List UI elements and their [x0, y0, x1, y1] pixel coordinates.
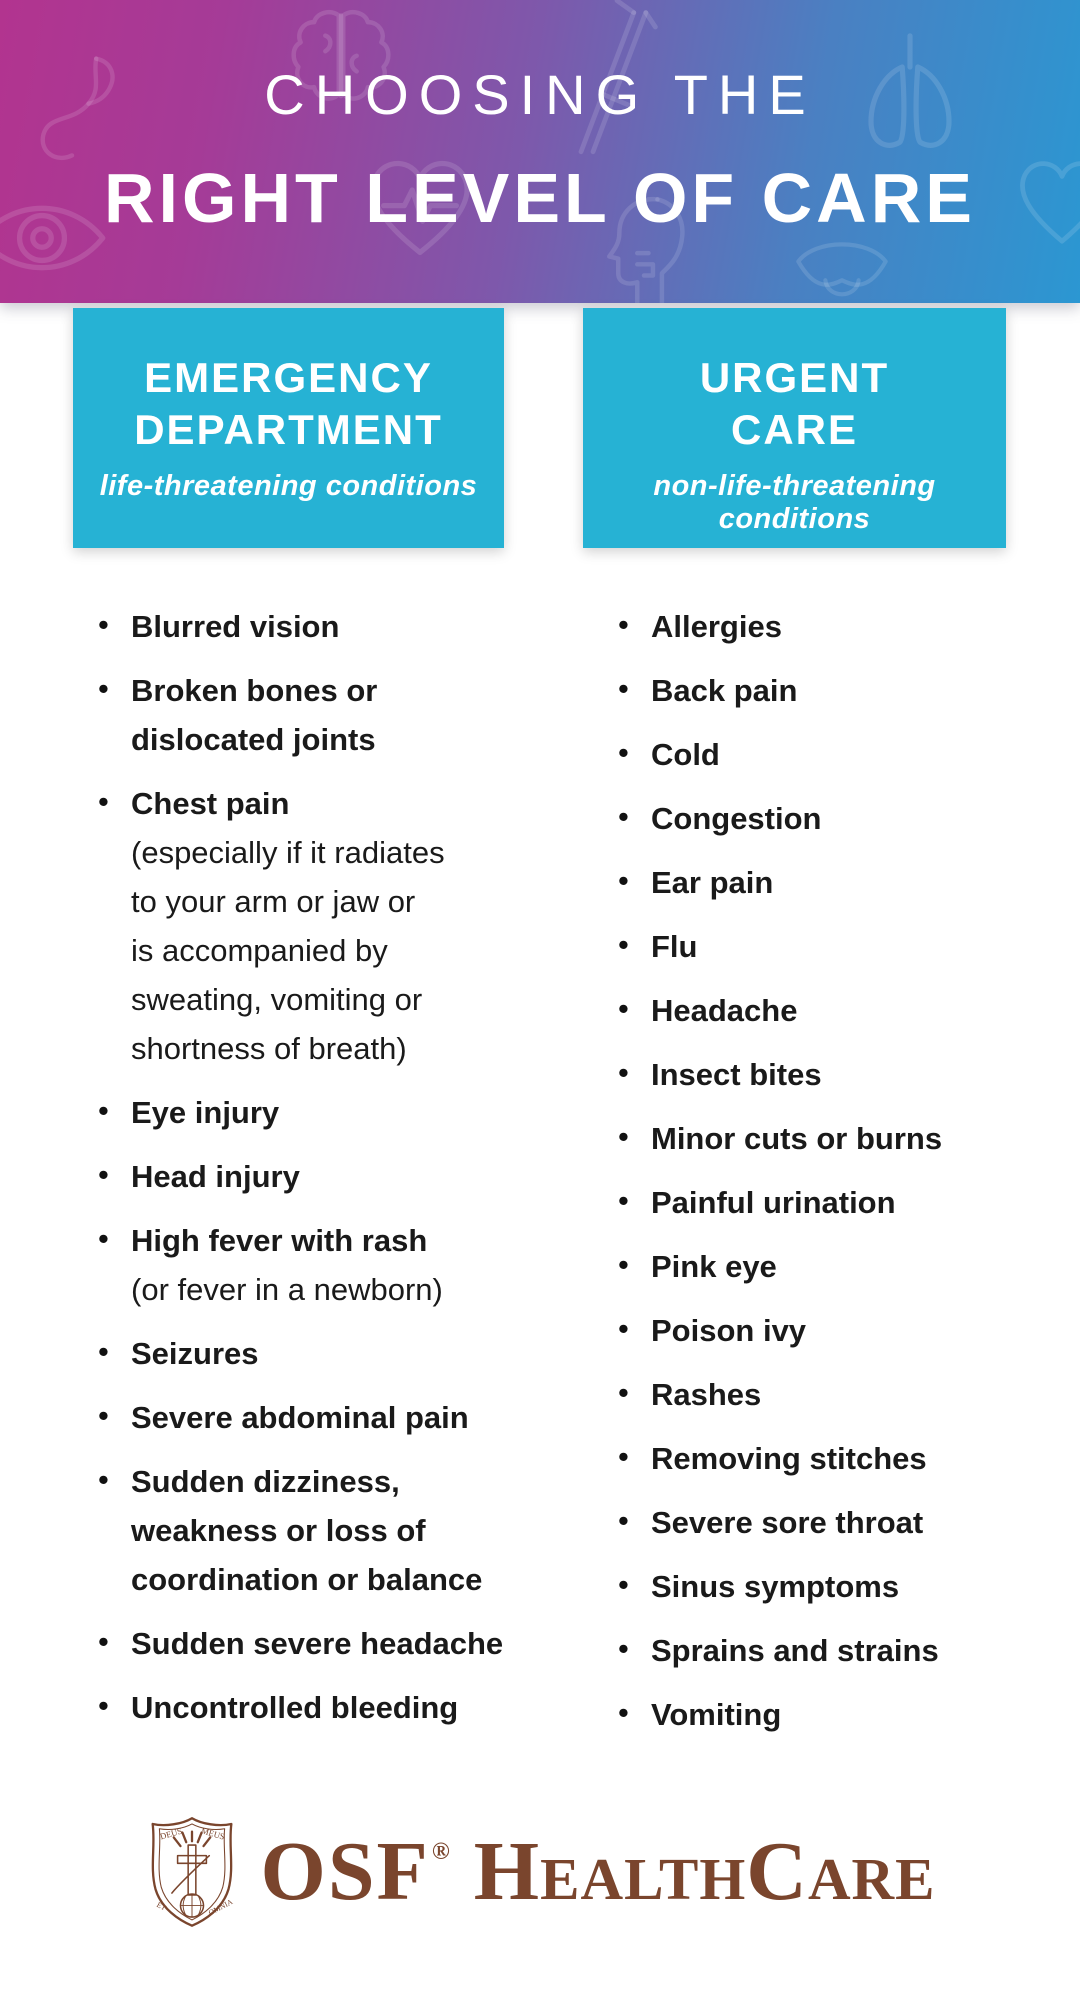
list-item	[618, 986, 1048, 1035]
bullet-dot: •	[98, 671, 109, 706]
urgent-box-subtitle: non-life-threatening conditions	[653, 470, 936, 535]
item-text: Severe abdominal pain	[131, 1400, 469, 1435]
list-item	[618, 730, 1048, 779]
list-item	[618, 1050, 1048, 1099]
bullet-dot: •	[618, 799, 629, 834]
item-text: Removing stitches	[651, 1441, 927, 1476]
bullet-dot: •	[618, 1247, 629, 1282]
item-text: Minor cuts or burns	[651, 1121, 943, 1156]
bullet-dot: •	[618, 1695, 629, 1730]
bullet-dot: •	[618, 1119, 629, 1154]
bullet-dot: •	[618, 1375, 629, 1410]
list-item	[618, 602, 1048, 651]
item-note: (especially if it radiates to your arm or jaw or is accompanied by sweating, vomiting or shortness of breath)	[131, 835, 445, 1066]
bullet-dot: •	[618, 863, 629, 898]
urgent-title-line2: CARE	[730, 406, 858, 453]
page-title-line1: CHOOSING THE	[264, 63, 816, 126]
bullet-dot: •	[618, 1631, 629, 1666]
item-text: Broken bones or dislocated joints	[131, 673, 378, 757]
bullet-dot: •	[618, 1567, 629, 1602]
item-text: Seizures	[131, 1336, 259, 1371]
item-text: Back pain	[651, 673, 798, 708]
list-item	[618, 858, 1048, 907]
list-item	[98, 666, 538, 764]
list-item	[618, 1306, 1048, 1355]
list-item	[98, 1088, 538, 1137]
list-item	[98, 1457, 538, 1604]
urgent-box-title	[583, 352, 1006, 456]
registered-trademark-symbol: ®	[431, 1838, 450, 1865]
bullet-dot: •	[618, 1503, 629, 1538]
item-text: Sudden dizziness, weakness or loss of coordination or balance	[131, 1464, 483, 1597]
list-item	[618, 666, 1048, 715]
item-text: Eye injury	[131, 1095, 280, 1130]
list-item	[98, 1152, 538, 1201]
list-item	[98, 602, 538, 651]
item-text: Congestion	[651, 801, 822, 836]
item-text: Headache	[651, 993, 798, 1028]
osf-crest-logo	[144, 1812, 240, 1930]
bullet-dot: •	[98, 1157, 109, 1192]
bullet-dot: •	[98, 1221, 109, 1256]
item-text: Severe sore throat	[651, 1505, 924, 1540]
crest-motto-et: ET	[155, 1900, 169, 1913]
list-item	[618, 1242, 1048, 1291]
bullet-dot: •	[98, 784, 109, 819]
osf-healthcare-wordmark	[260, 1823, 935, 1920]
crest-motto-deus: DEUS	[159, 1825, 184, 1842]
crest-motto-meus: MEUS	[200, 1825, 227, 1842]
emergency-title-line2: DEPARTMENT	[134, 406, 443, 453]
item-text: Blurred vision	[131, 609, 340, 644]
bullet-dot: •	[618, 1439, 629, 1474]
bullet-dot: •	[618, 1055, 629, 1090]
bullet-dot: •	[618, 671, 629, 706]
bullet-dot: •	[618, 1311, 629, 1346]
item-text: Vomiting	[651, 1697, 782, 1732]
list-item	[618, 1434, 1048, 1483]
list-item	[618, 794, 1048, 843]
list-item	[618, 1498, 1048, 1547]
bullet-dot: •	[98, 1462, 109, 1497]
urgent-title-line1: URGENT	[699, 354, 890, 401]
item-note: (or fever in a newborn)	[131, 1272, 443, 1307]
item-text: Uncontrolled bleeding	[131, 1690, 459, 1725]
emergency-symptom-list	[98, 602, 538, 1747]
list-item	[618, 1178, 1048, 1227]
item-text: Head injury	[131, 1159, 300, 1194]
page-title-line2: RIGHT LEVEL OF CARE	[104, 159, 976, 237]
item-text: Poison ivy	[651, 1313, 807, 1348]
bullet-dot: •	[98, 1334, 109, 1369]
emergency-department-box	[73, 308, 504, 548]
bullet-dot: •	[98, 1688, 109, 1723]
urgent-care-box	[583, 308, 1006, 548]
item-text: Ear pain	[651, 865, 774, 900]
list-item	[618, 1562, 1048, 1611]
bullet-dot: •	[98, 607, 109, 642]
list-item	[98, 1329, 538, 1378]
item-text: Insect bites	[651, 1057, 822, 1092]
item-text: Rashes	[651, 1377, 762, 1412]
emergency-box-title	[73, 352, 504, 456]
list-item	[618, 1114, 1048, 1163]
bullet-dot: •	[618, 1183, 629, 1218]
urgent-symptom-list	[618, 602, 1048, 1754]
list-item	[98, 1393, 538, 1442]
list-item	[98, 1683, 538, 1732]
emergency-box-subtitle: life-threatening conditions	[99, 470, 478, 502]
crest-motto-omnia: OMNIA	[207, 1897, 235, 1918]
item-text: Painful urination	[651, 1185, 896, 1220]
bullet-dot: •	[618, 927, 629, 962]
item-text: Sudden severe headache	[131, 1626, 504, 1661]
header-banner	[0, 0, 1080, 303]
bullet-dot: •	[618, 607, 629, 642]
footer-brand	[0, 1806, 1080, 1936]
list-item	[618, 1370, 1048, 1419]
bullet-dot: •	[618, 991, 629, 1026]
item-text: Flu	[651, 929, 698, 964]
list-item	[98, 779, 538, 1073]
brand-prefix: OSF	[260, 1824, 430, 1918]
bullet-dot: •	[98, 1093, 109, 1128]
bullet-dot: •	[98, 1624, 109, 1659]
item-text: Chest pain	[131, 786, 290, 821]
bullet-dot: •	[618, 735, 629, 770]
brand-name: HealthCare	[473, 1824, 936, 1918]
list-item	[98, 1619, 538, 1668]
item-text: Pink eye	[651, 1249, 777, 1284]
item-text: Cold	[651, 737, 720, 772]
item-text: Allergies	[651, 609, 782, 644]
item-text: High fever with rash	[131, 1223, 428, 1258]
bullet-dot: •	[98, 1398, 109, 1433]
item-text: Sinus symptoms	[651, 1569, 900, 1604]
item-text: Sprains and strains	[651, 1633, 939, 1668]
list-item	[618, 922, 1048, 971]
list-item	[618, 1690, 1048, 1739]
list-item	[98, 1216, 538, 1314]
emergency-title-line1: EMERGENCY	[144, 354, 433, 401]
list-item	[618, 1626, 1048, 1675]
